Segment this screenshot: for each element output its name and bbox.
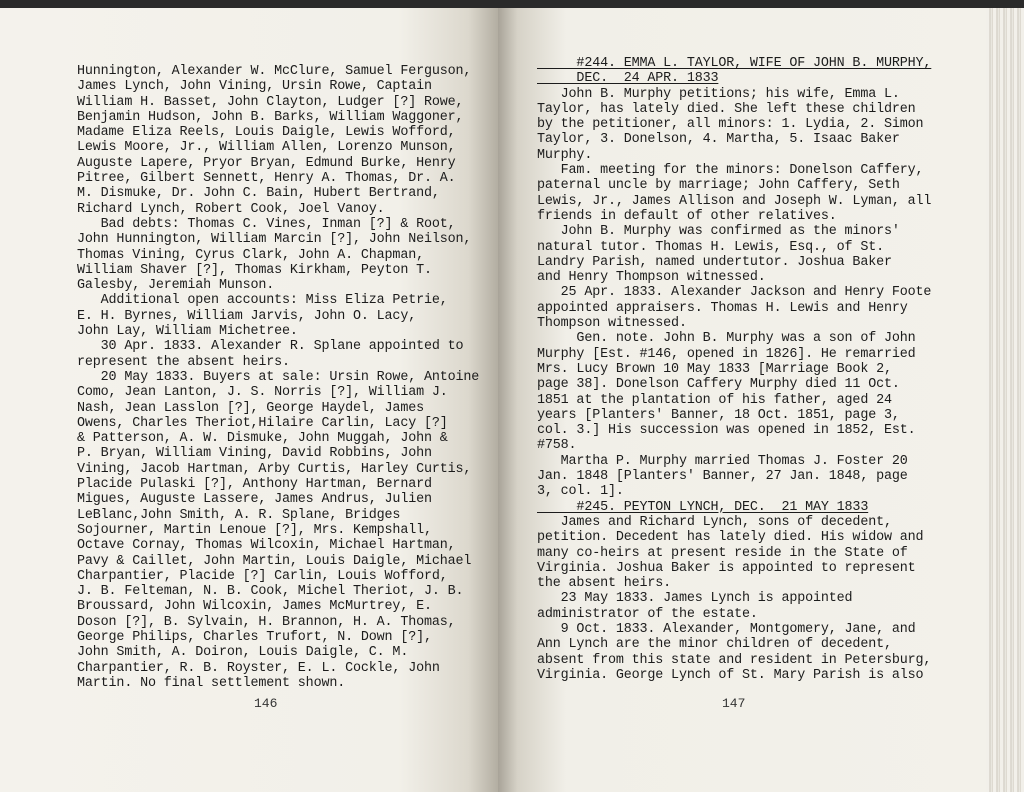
text-line: Lewis Moore, Jr., William Allen, Lorenzo Munson, — [77, 140, 456, 156]
text-line: E. H. Byrnes, William Jarvis, John O. Lacy, — [77, 308, 417, 324]
text-line: Murphy [Est. #146, opened in 1826]. He remarried — [537, 346, 916, 362]
text-line: Benjamin Hudson, John B. Barks, William Waggoner, — [77, 109, 464, 125]
text-line: Virginia. Joshua Baker is appointed to represent — [537, 560, 916, 576]
text-line: Landry Parish, named undertutor. Joshua Baker — [537, 254, 892, 270]
text-line: Broussard, John Wilcoxin, James McMurtrey, E. — [77, 599, 432, 615]
text-line: Additional open accounts: Miss Eliza Petrie, — [77, 293, 448, 309]
text-line: Hunnington, Alexander W. McClure, Samuel Ferguson, — [77, 64, 472, 79]
text-line: Jan. 1848 [Planters' Banner, 27 Jan. 1848, page — [537, 469, 908, 485]
text-line: Charpantier, R. B. Royster, E. L. Cockle, John — [77, 660, 440, 676]
text-line: Murphy. — [537, 147, 593, 163]
text-line: Owens, Charles Theriot,Hilaire Carlin, Lacy [?] — [77, 415, 448, 431]
entry-heading-244: #244. EMMA L. TAYLOR, WIFE OF JOHN B. MURPHY, — [537, 56, 932, 71]
text-line: 23 May 1833. James Lynch is appointed — [537, 591, 853, 607]
text-line: J. B. Felteman, N. B. Cook, Michel Theriot, J. B. — [77, 584, 464, 600]
text-line: absent from this state and resident in Petersburg, — [537, 652, 932, 668]
text-line: John Hunnington, William Marcin [?], John Neilson, — [77, 232, 472, 248]
book-page-edges — [986, 8, 1024, 792]
text-line: 25 Apr. 1833. Alexander Jackson and Henry Foote — [537, 285, 932, 301]
text-line: Migues, Auguste Lassere, James Andrus, Julien — [77, 492, 432, 508]
text-line: the absent heirs. — [537, 576, 672, 592]
text-line: many co-heirs at present reside in the State of — [537, 545, 908, 561]
left-page-text — [77, 64, 479, 691]
text-line: 1851 at the plantation of his father, aged 24 — [537, 392, 892, 408]
right-page-number: 147 — [722, 696, 746, 711]
text-line: John Smith, A. Doiron, Louis Daigle, C. M. — [77, 645, 409, 661]
text-line: Pavy & Caillet, John Martin, Louis Daigle, Michael — [77, 553, 472, 569]
text-line: Taylor, has lately died. She left these children — [537, 101, 916, 117]
text-line: 3, col. 1]. — [537, 484, 624, 500]
text-line: Thomas Vining, Cyrus Clark, John A. Chapman, — [77, 247, 424, 263]
text-line: years [Planters' Banner, 18 Oct. 1851, page 3, — [537, 407, 900, 423]
text-line: LeBlanc,John Smith, A. R. Splane, Bridges — [77, 507, 401, 523]
text-line: Richard Lynch, Robert Cook, Joel Vanoy. — [77, 201, 385, 217]
text-line: friends in default of other relatives. — [537, 208, 837, 224]
text-line: James and Richard Lynch, sons of decedent, — [537, 514, 892, 530]
text-line: Taylor, 3. Donelson, 4. Martha, 5. Isaac Baker — [537, 132, 900, 148]
text-line: appointed appraisers. Thomas H. Lewis and Henry — [537, 300, 908, 316]
text-line: Sojourner, Martin Lenoue [?], Mrs. Kempshall, — [77, 522, 432, 538]
text-line: and Henry Thompson witnessed. — [537, 270, 766, 286]
text-line: Fam. meeting for the minors: Donelson Caffery, — [537, 163, 924, 179]
text-line: Martin. No final settlement shown. — [77, 675, 346, 691]
text-line: Como, Jean Lanton, J. S. Norris [?], William J. — [77, 385, 448, 401]
text-line: John B. Murphy petitions; his wife, Emma L. — [537, 86, 900, 102]
text-line: Madame Eliza Reels, Louis Daigle, Lewis Wofford, — [77, 125, 456, 141]
text-line: Charpantier, Placide [?] Carlin, Louis Wofford, — [77, 568, 448, 584]
text-line: Auguste Lapere, Pryor Bryan, Edmund Burke, Henry — [77, 155, 456, 171]
entry-heading-244-date: DEC. 24 APR. 1833 — [537, 71, 719, 87]
text-line: Placide Pulaski [?], Anthony Hartman, Bernard — [77, 477, 432, 493]
text-line: Galesby, Jeremiah Munson. — [77, 278, 275, 294]
text-line: 30 Apr. 1833. Alexander R. Splane appointed to — [77, 339, 464, 355]
text-line: administrator of the estate. — [537, 606, 758, 622]
text-line: Thompson witnessed. — [537, 316, 687, 332]
text-line: Octave Cornay, Thomas Wilcoxin, Michael Hartman, — [77, 538, 456, 554]
text-line: James Lynch, John Vining, Ursin Rowe, Captain — [77, 79, 432, 95]
text-line: #758. — [537, 438, 577, 454]
text-line: John Lay, William Michetree. — [77, 324, 298, 340]
text-line: Nash, Jean Lasslon [?], George Haydel, James — [77, 400, 424, 416]
text-line: John B. Murphy was confirmed as the minors' — [537, 224, 900, 240]
text-line: Doson [?], B. Sylvain, H. Brannon, H. A. Thomas, — [77, 614, 456, 630]
text-line: Pitree, Gilbert Sennett, Henry A. Thomas, Dr. A. — [77, 171, 456, 187]
text-line: Virginia. George Lynch of St. Mary Parish is also — [537, 667, 924, 683]
text-line: Mrs. Lucy Brown 10 May 1833 [Marriage Book 2, — [537, 361, 892, 377]
text-line: page 38]. Donelson Caffery Murphy died 11 Oct. — [537, 377, 900, 393]
text-line: Ann Lynch are the minor children of decedent, — [537, 637, 892, 653]
text-line: paternal uncle by marriage; John Caffery, Seth — [537, 178, 900, 194]
text-line: by the petitioner, all minors: 1. Lydia, 2. Simon — [537, 117, 924, 133]
left-page-number: 146 — [254, 696, 278, 711]
right-page-text — [537, 56, 931, 683]
text-line: William H. Basset, John Clayton, Ludger [?] Rowe, — [77, 94, 464, 110]
text-line: natural tutor. Thomas H. Lewis, Esq., of St. — [537, 239, 884, 255]
entry-heading-245: #245. PEYTON LYNCH, DEC. 21 MAY 1833 — [537, 499, 869, 515]
text-line: Martha P. Murphy married Thomas J. Foster 20 — [537, 453, 908, 469]
text-line: 20 May 1833. Buyers at sale: Ursin Rowe, Antoine — [77, 369, 480, 385]
text-line: petition. Decedent has lately died. His widow and — [537, 530, 924, 546]
text-line: represent the absent heirs. — [77, 354, 290, 370]
text-line: Vining, Jacob Hartman, Arby Curtis, Harley Curtis, — [77, 461, 472, 477]
text-line: P. Bryan, William Vining, David Robbins, John — [77, 446, 432, 462]
text-line: 9 Oct. 1833. Alexander, Montgomery, Jane, and — [537, 621, 916, 637]
text-line: William Shaver [?], Thomas Kirkham, Peyton T. — [77, 262, 432, 278]
text-line: M. Dismuke, Dr. John C. Bain, Hubert Bertrand, — [77, 186, 440, 202]
text-line: col. 3.] His succession was opened in 1852, Est. — [537, 423, 916, 439]
text-line: Lewis, Jr., James Allison and Joseph W. Lyman, all — [537, 193, 932, 209]
text-line: Gen. note. John B. Murphy was a son of John — [537, 331, 916, 347]
text-line: & Patterson, A. W. Dismuke, John Muggah, John & — [77, 431, 448, 447]
text-line: Bad debts: Thomas C. Vines, Inman [?] & Root, — [77, 216, 456, 232]
text-line: George Philips, Charles Trufort, N. Down [?], — [77, 629, 432, 645]
